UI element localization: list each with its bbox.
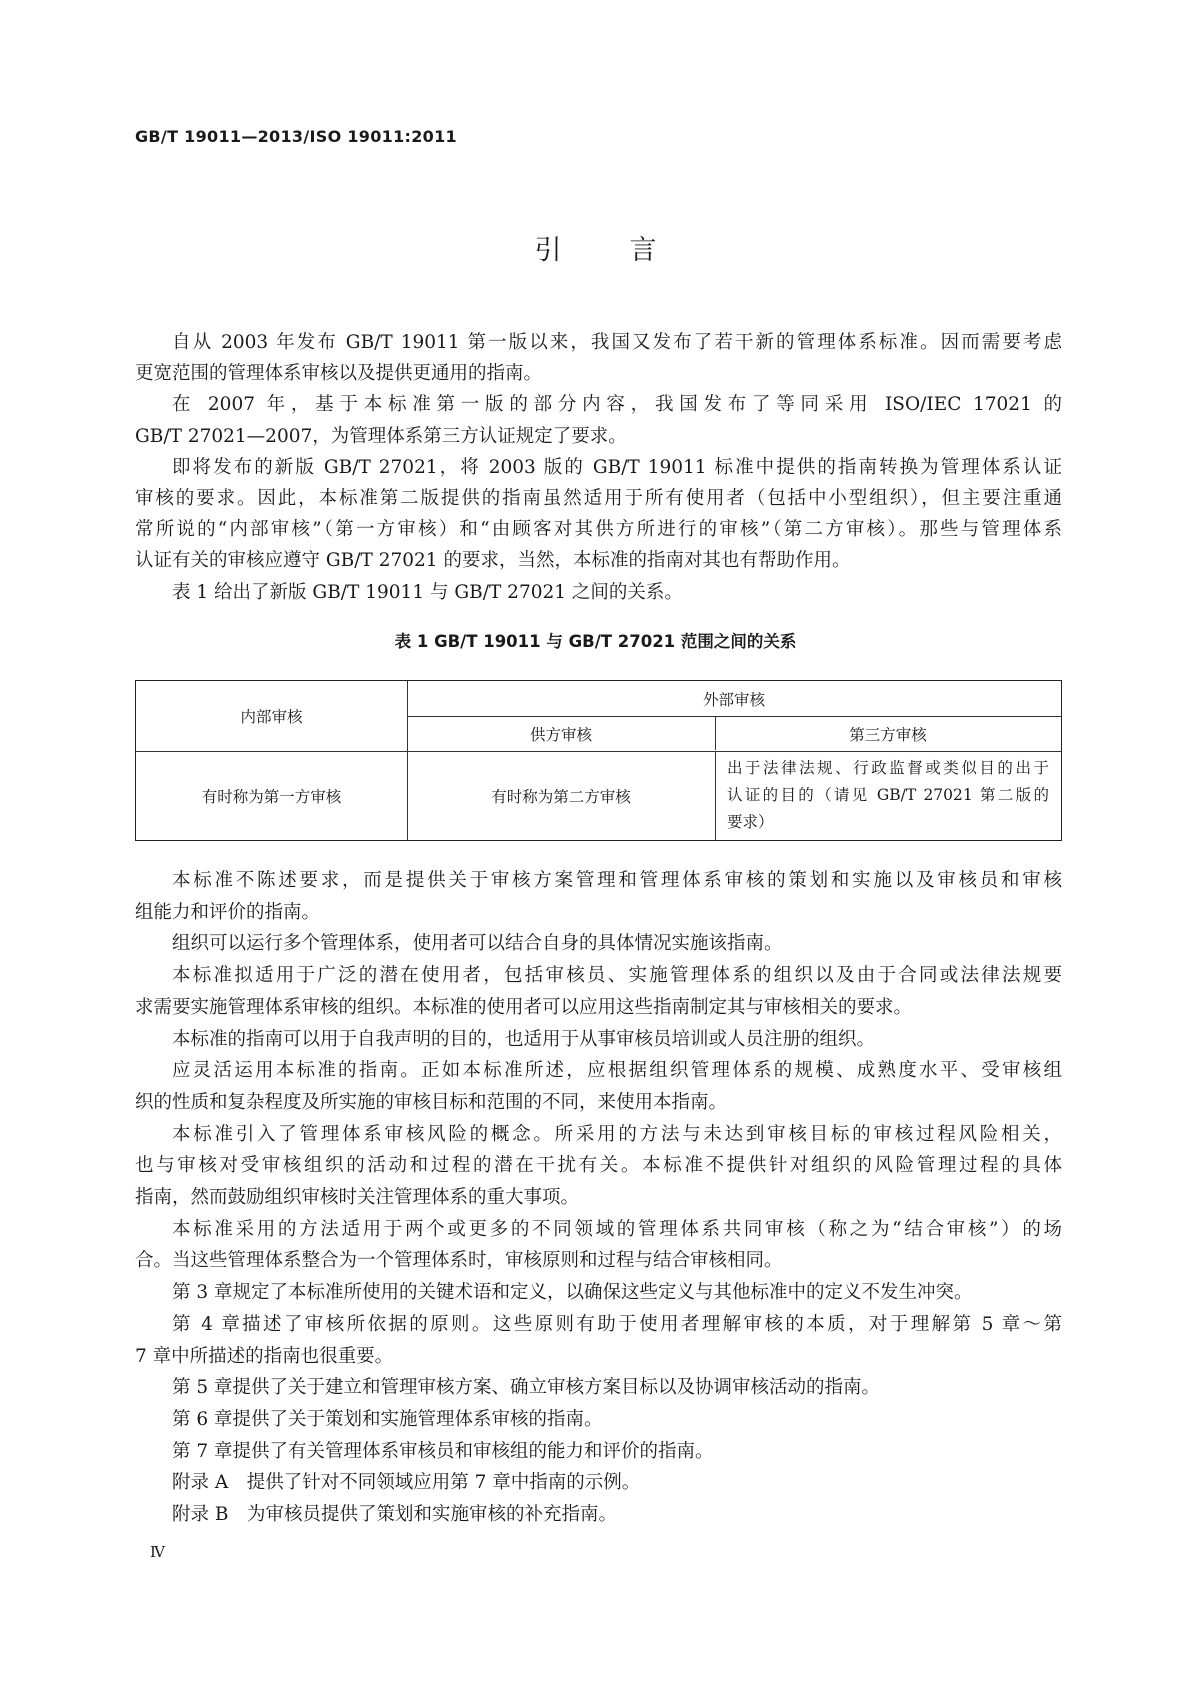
paragraph-line: 即将发布的新版 GB/T 27021，将 2003 版的 GB/T 19011 标准中提供的指南转换为管理体系认证 (172, 456, 1062, 478)
paragraph-line: 表 1 给出了新版 GB/T 19011 与 GB/T 27021 之间的关系。 (172, 581, 683, 603)
cell-line: 出于法律法规、行政监督或类似目的出于 (727, 759, 1049, 777)
header-external-audit: 外部审核 (702, 690, 765, 709)
cell-internal-audit: 有时称为第一方审核 (201, 787, 342, 806)
paragraph-line: 指南，然而鼓励组织审核时关注管理体系的重大事项。 (135, 1187, 580, 1208)
header-third-party-audit: 第三方审核 (849, 725, 927, 744)
cell-line: 要求） (727, 813, 774, 831)
page-number: Ⅳ (150, 1543, 165, 1561)
paragraph-line: 第 7 章提供了有关管理体系审核员和审核组的能力和评价的指南。 (172, 1440, 714, 1462)
paragraph-line: 本标准采用的方法适用于两个或更多的不同领域的管理体系共同审核（称之为“结合审核”）的场 (172, 1218, 1062, 1240)
paragraph-line: 在 2007 年，基于本标准第一版的部分内容，我国发布了等同采用 ISO/IEC 17021 的 (172, 394, 1062, 416)
cell-line: 认证的目的（请见 GB/T 27021 第二版的 (727, 786, 1049, 804)
paragraph-line: 本标准的指南可以用于自我声明的目的，也适用于从事审核员培训或人员注册的组织。 (172, 1028, 876, 1050)
paragraph-line: 第 6 章提供了关于策划和实施管理体系审核的指南。 (172, 1408, 603, 1430)
paragraph-line: 更宽范围的管理体系审核以及提供更通用的指南。 (135, 363, 543, 385)
paragraph-line: 合。当这些管理体系整合为一个管理体系时，审核原则和过程与结合审核相同。 (135, 1250, 783, 1272)
paragraph-line: 组织可以运行多个管理体系，使用者可以结合自身的具体情况实施该指南。 (172, 933, 783, 955)
paragraph-line: 第 5 章提供了关于建立和管理审核方案、确立审核方案目标以及协调审核活动的指南。 (172, 1377, 881, 1399)
header-supplier-audit: 供方审核 (529, 725, 592, 744)
paragraph-line: 本标准不陈述要求，而是提供关于审核方案管理和管理体系审核的策划和实施以及审核员和审核 (172, 870, 1062, 891)
paragraph-line: 组能力和评价的指南。 (135, 901, 321, 923)
paragraph-line: 应灵活运用本标准的指南。正如本标准所述，应根据组织管理体系的规模、成熟度水平、受审核组 (172, 1060, 1062, 1082)
page-title: 引言 (534, 235, 725, 266)
paragraph-line: 附录 B 为审核员提供了策划和实施审核的补充指南。 (172, 1504, 617, 1525)
scope-relation-table (135, 680, 1062, 841)
cell-third-party-audit (715, 751, 1061, 840)
paragraph-line: 第 4 章描述了审核所依据的原则。这些原则有助于使用者理解审核的本质，对于理解第 5 章～第 (172, 1313, 1062, 1335)
paragraph-line: 也与审核对受审核组织的活动和过程的潜在干扰有关。本标准不提供针对组织的风险管理过程的具体 (135, 1155, 1062, 1177)
header-internal-audit: 内部审核 (240, 708, 303, 726)
paragraph-line: 认证有关的审核应遵守 GB/T 27021 的要求，当然，本标准的指南对其也有帮助作用。 (135, 550, 851, 572)
paragraph-line: 第 3 章规定了本标准所使用的关键术语和定义，以确保这些定义与其他标准中的定义不发生冲突。 (172, 1282, 973, 1304)
paragraph-line: 常所说的“内部审核”（第一方审核）和“由顾客对其供方所进行的审核”（第二方审核）。那些与管理体系 (135, 519, 1062, 541)
paragraph-line: 求需要实施管理体系审核的组织。本标准的使用者可以应用这些指南制定其与审核相关的要求。 (135, 996, 913, 1018)
paragraph-line: 自从 2003 年发布 GB/T 19011 第一版以来，我国又发布了若干新的管理体系标准。因而需要考虑 (172, 332, 1062, 353)
paragraph-line: 织的性质和复杂程度及所实施的审核目标和范围的不同，来使用本指南。 (135, 1091, 728, 1113)
paragraph-line: 7 章中所描述的指南也很重要。 (135, 1345, 394, 1367)
cell-supplier-audit: 有时称为第二方审核 (491, 787, 631, 806)
paragraph-line: 附录 A 提供了针对不同领域应用第 7 章中指南的示例。 (172, 1472, 641, 1494)
document-header: GB/T 19011—2013/ISO 19011:2011 (135, 127, 457, 146)
paragraph-line: GB/T 27021—2007，为管理体系第三方认证规定了要求。 (135, 425, 627, 447)
paragraph-line: 本标准拟适用于广泛的潜在使用者，包括审核员、实施管理体系的组织以及由于合同或法律法规要 (172, 965, 1062, 987)
paragraph-line: 审核的要求。因此，本标准第二版提供的指南虽然适用于所有使用者（包括中小型组织），但主要注重通 (135, 488, 1062, 509)
paragraph-line: 本标准引入了管理体系审核风险的概念。所采用的方法与未达到审核目标的审核过程风险相关， (172, 1123, 1062, 1145)
table-caption: 表 1 GB/T 19011 与 GB/T 27021 范围之间的关系 (394, 632, 797, 651)
